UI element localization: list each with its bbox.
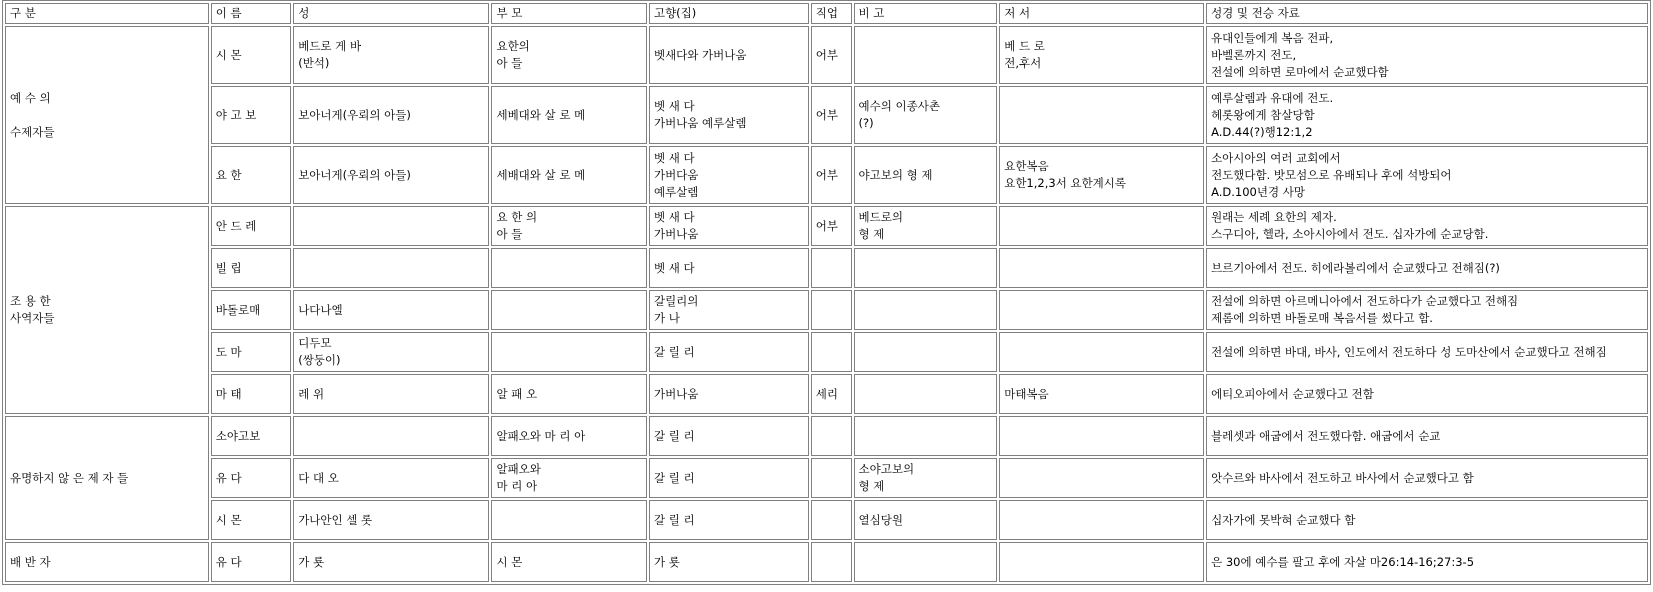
cell-line: 전설에 의하면 로마에서 순교했다함 [1211,64,1389,79]
cell-line: 어부 [815,167,838,182]
sources-cell [1206,458,1648,498]
parents-cell [491,500,647,540]
note-cell [854,458,998,498]
cell-line: 레 위 [298,386,325,401]
name-cell: 안 드 레 [211,206,291,246]
cell-line: 세배대와 살 로 메 [496,167,586,182]
occupation-cell [811,542,852,582]
cell-line: 보아너게(우뢰의 아들) [298,167,411,182]
note-cell [854,332,998,372]
cell-line: 가나안인 셀 롯 [298,512,373,527]
writings-cell [999,542,1204,582]
parents-cell [491,542,647,582]
writings-cell [999,374,1204,414]
hometown-cell [649,500,809,540]
note-cell [854,86,998,144]
writings-cell [999,416,1204,456]
cell-line: 베 드 로 [1004,39,1045,53]
occupation-cell [811,332,852,372]
cell-line: (반석) [298,56,330,70]
surname-cell [293,332,489,372]
cell-line: 요한1,2,3서 요한계시록 [1004,176,1127,190]
occupation-cell [811,86,852,144]
cell-line: 형 제 [858,479,885,493]
writings-cell [999,290,1204,330]
cell-line: 요한복음 [1004,159,1049,173]
note-cell [854,26,998,84]
occupation-cell [811,374,852,414]
parents-cell [491,332,647,372]
cell-line: 어부 [815,107,838,122]
cell-line: 전설에 의하면 바대, 바사, 인도에서 전도하다 성 도마산에서 순교했다고 전해짐 [1211,344,1607,359]
note-cell [854,374,998,414]
hometown-cell [649,248,809,288]
cell-line: 다 대 오 [298,470,339,485]
cell-line: 마태복음 [1004,386,1049,401]
writings-cell [999,206,1204,246]
hometown-cell [649,416,809,456]
table-row [5,290,1648,330]
header-category: 구 분 [5,3,209,24]
name-cell: 소야고보 [211,416,291,456]
cell-line: 전도했다함. 밧모섬으로 유배되나 후에 석방되어 [1211,167,1452,182]
table-row [5,458,1648,498]
cell-line: 보아너게(우뢰의 아들) [298,107,411,122]
cell-line: 제롬에 의하면 바돌로매 복음서를 썼다고 함. [1211,311,1433,325]
header-name: 이 름 [211,3,291,24]
cell-line: 요 한 의 [496,210,538,224]
sources-cell [1206,86,1648,144]
cell-line: 마 리 아 [496,479,538,493]
cell-line: 소야고보의 [858,462,915,476]
surname-cell [293,500,489,540]
cell-line: 벳 새 다 [653,150,695,165]
occupation-cell [811,416,852,456]
hometown-cell [649,86,809,144]
parents-cell [491,26,647,84]
cell-line: 벳 새 다 [653,210,695,224]
sources-cell [1206,542,1648,582]
cell-line: 전설에 의하면 아르메니아에서 전도하다가 순교했다고 전해짐 [1211,294,1519,308]
cell-line: 예루살렘과 유대에 전도. [1211,90,1334,105]
occupation-cell [811,500,852,540]
cell-line: 유명하지 않 은 제 자 들 [10,470,129,485]
header-sources: 성경 및 전승 자료 [1206,3,1648,24]
occupation-cell [811,248,852,288]
hometown-cell [649,458,809,498]
cell-line: 갈 릴 리 [653,344,695,359]
cell-line: 은 30에 예수를 팔고 후에 자살 마26:14-16;27:3-5 [1211,554,1475,569]
cell-line: 베드로의 [858,210,903,224]
cell-line: 세베대와 살 로 메 [496,107,586,122]
cell-line: 갈 릴 리 [653,428,695,443]
name-cell: 도 마 [211,332,291,372]
sources-cell [1206,332,1648,372]
table-row [5,500,1648,540]
table-body [5,26,1648,582]
cell-line: 형 제 [858,227,885,241]
name-cell: 요 한 [211,146,291,204]
table-row [5,248,1648,288]
cell-line: (쌍둥이) [298,353,341,367]
occupation-cell [811,146,852,204]
writings-cell [999,86,1204,144]
cell-line: 나다나엘 [298,302,343,317]
group-label-cell [5,416,209,540]
parents-cell [491,458,647,498]
cell-line: A.D.44(?)행12:1,2 [1211,124,1313,139]
sources-cell [1206,374,1648,414]
cell-line: 어부 [815,47,838,62]
cell-line: 헤롯왕에게 참살당함 [1211,107,1315,122]
name-cell: 시 몬 [211,26,291,84]
hometown-cell [649,290,809,330]
hometown-cell [649,146,809,204]
table-row [5,206,1648,246]
cell-line: 앗수르와 바사에서 전도하고 바사에서 순교했다고 함 [1211,470,1474,485]
name-cell: 유 다 [211,542,291,582]
cell-line: 가 나 [653,311,680,325]
cell-line: 예수의 이종사촌 [858,99,940,113]
sources-cell [1206,146,1648,204]
parents-cell [491,86,647,144]
header-occupation: 직업 [811,3,852,24]
sources-cell [1206,26,1648,84]
cell-line: 소아시아의 여러 교회에서 [1211,150,1341,165]
table-row [5,374,1648,414]
note-cell [854,500,998,540]
surname-cell [293,458,489,498]
surname-cell [293,146,489,204]
group-label-cell [5,542,209,582]
header-parents: 부 모 [491,3,647,24]
table-row [5,416,1648,456]
writings-cell [999,332,1204,372]
cell-line: 유대인들에게 복음 전파, [1211,30,1334,45]
cell-line: 요한의 [496,39,530,53]
name-cell: 야 고 보 [211,86,291,144]
cell-line: 아 들 [496,227,523,241]
cell-line: 알패오와 [496,462,541,476]
note-cell [854,206,998,246]
cell-line: 디두모 [298,336,332,350]
parents-cell [491,146,647,204]
hometown-cell [649,26,809,84]
parents-cell [491,206,647,246]
sources-cell [1206,500,1648,540]
parents-cell [491,290,647,330]
table-row [5,86,1648,144]
note-cell [854,146,998,204]
surname-cell [293,26,489,84]
sources-cell [1206,248,1648,288]
cell-line: 열심당원 [858,512,903,527]
cell-line: 스구디아, 헬라, 소아시아에서 전도. 십자가에 순교당함. [1211,227,1489,241]
occupation-cell [811,290,852,330]
cell-line: 가 룟 [653,554,680,569]
cell-line: 예 수 의 [10,90,51,105]
cell-line: 벳새다와 가버나움 [653,47,747,62]
cell-line: 알패오와 마 리 아 [496,428,586,443]
cell-line: 야고보의 형 제 [858,167,933,182]
cell-line: 예루살렘 [653,184,699,199]
cell-line: 갈 릴 리 [653,512,695,527]
cell-line: 에티오피아에서 순교했다고 전함 [1211,386,1374,401]
sources-cell [1206,290,1648,330]
cell-line [10,107,204,124]
hometown-cell [649,332,809,372]
cell-line: 배 반 자 [10,554,51,569]
surname-cell [293,290,489,330]
parents-cell [491,374,647,414]
cell-line: 가버다움 [653,167,699,182]
surname-cell [293,248,489,288]
cell-line: 십자가에 못박혀 순교했다 함 [1211,512,1356,527]
surname-cell [293,542,489,582]
occupation-cell [811,206,852,246]
writings-cell [999,458,1204,498]
cell-line: 블레셋과 애굽에서 전도했다함. 애굽에서 순교 [1211,428,1441,443]
surname-cell [293,206,489,246]
cell-line: 전,후서 [1004,56,1042,70]
cell-line: 알 패 오 [496,386,538,401]
cell-line: 갈릴리의 [653,294,699,308]
cell-line: 벳 새 다 [653,260,695,275]
cell-line: 시 몬 [496,554,523,569]
header-surname: 성 [293,3,489,24]
cell-line: (?) [858,116,874,130]
cell-line: 사역자들 [10,311,55,325]
parents-cell [491,416,647,456]
header-writings: 저 서 [999,3,1204,24]
table-row [5,542,1648,582]
group-label-cell [5,206,209,414]
surname-cell [293,374,489,414]
header-hometown: 고향(집) [649,3,809,24]
parents-cell [491,248,647,288]
name-cell: 마 태 [211,374,291,414]
cell-line: 베드로 게 바 [298,39,362,53]
sources-cell [1206,206,1648,246]
apostles-table [2,0,1651,585]
note-cell [854,416,998,456]
occupation-cell [811,26,852,84]
cell-line: A.D.100년경 사망 [1211,184,1305,199]
note-cell [854,542,998,582]
occupation-cell [811,458,852,498]
cell-line: 갈 릴 리 [653,470,695,485]
hometown-cell [649,542,809,582]
writings-cell [999,146,1204,204]
surname-cell [293,416,489,456]
cell-line: 어부 [815,218,838,233]
hometown-cell [649,206,809,246]
sources-cell [1206,416,1648,456]
header-note: 비 고 [854,3,998,24]
group-label-cell [5,26,209,204]
name-cell: 바돌로매 [211,290,291,330]
cell-line: 원래는 세례 요한의 제자. [1211,210,1337,224]
cell-line: 세리 [815,386,838,401]
cell-line: 바벨론까지 전도, [1211,47,1297,62]
name-cell: 빌 립 [211,248,291,288]
cell-line: 벳 새 다 [653,99,695,113]
writings-cell [999,500,1204,540]
table-row [5,26,1648,84]
cell-line: 아 들 [496,56,523,70]
name-cell: 시 몬 [211,500,291,540]
cell-line: 가버나움 [653,227,699,241]
note-cell [854,248,998,288]
cell-line: 브르기아에서 전도. 히에라볼리에서 순교했다고 전해짐(?) [1211,260,1500,275]
hometown-cell [649,374,809,414]
surname-cell [293,86,489,144]
cell-line: 조 용 한 [10,294,51,308]
table-row [5,332,1648,372]
cell-line: 수제자들 [10,124,55,139]
header-row [5,3,1648,24]
cell-line: 가 룟 [298,554,325,569]
cell-line: 가버나움 [653,386,699,401]
writings-cell [999,248,1204,288]
cell-line: 가버나움 예루살렘 [653,116,747,130]
note-cell [854,290,998,330]
writings-cell [999,26,1204,84]
table-row [5,146,1648,204]
name-cell: 유 다 [211,458,291,498]
